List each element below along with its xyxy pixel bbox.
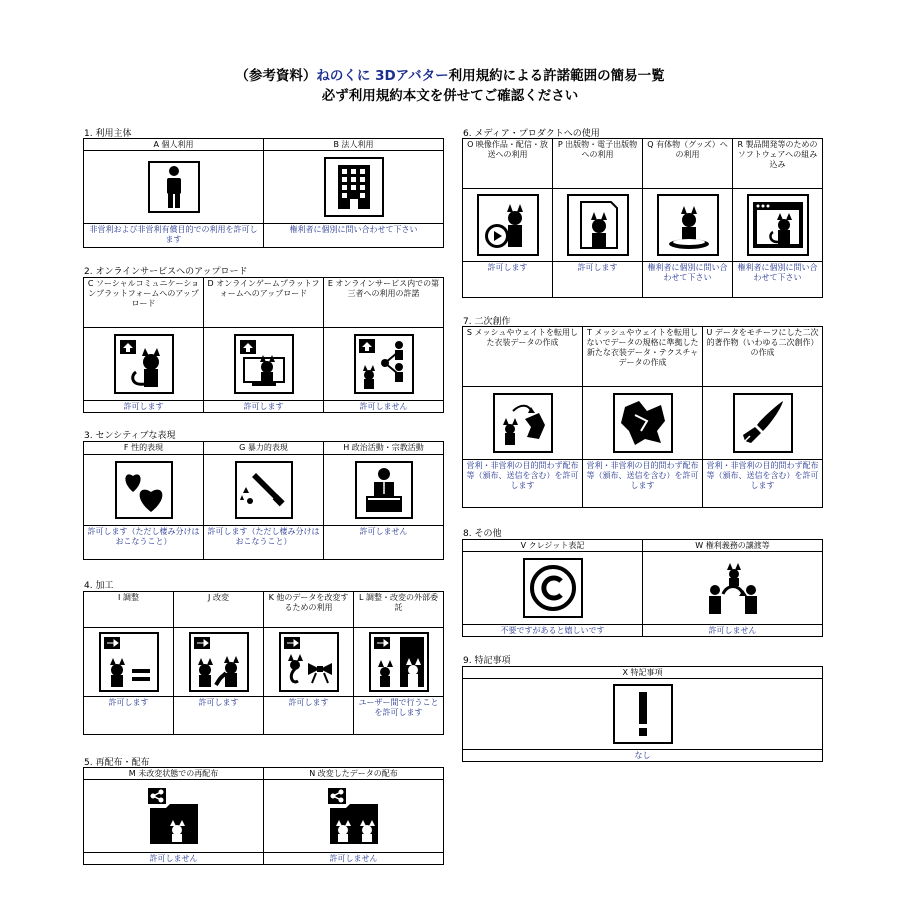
mesh-transfer-icon <box>493 393 553 453</box>
section-7-label: 7. 二次創作 <box>463 317 511 327</box>
video-icon <box>477 194 539 256</box>
header-b: B 法人利用 <box>333 140 374 149</box>
header-i: I 調整 <box>118 593 139 602</box>
header-o: O 映像作品・配信・放送への利用 <box>467 140 548 159</box>
header-r: R 製品開発等のためのソフトウェアへの組み込み <box>737 140 818 169</box>
result-p: 許可します <box>577 263 618 272</box>
outsourcing-icon <box>369 632 429 692</box>
result-c: 許可します <box>123 402 164 411</box>
section-9-label: 9. 特記事項 <box>463 656 511 666</box>
result-r: 権利者に個別に問い合わせて下さい <box>737 263 818 282</box>
header-c: C ソーシャルコミュニケーションプラットフォームへのアップロード <box>87 279 200 308</box>
exclamation-icon <box>613 684 673 744</box>
header-q: Q 有体物（グッズ）への利用 <box>647 140 728 159</box>
section-6-label: 6. メディア・プロダクトへの使用 <box>463 129 600 139</box>
section-8-table <box>462 539 823 637</box>
section-9-table <box>462 666 823 762</box>
header-h: H 政治活動・宗教活動 <box>343 443 424 452</box>
header-g: G 暴力的表現 <box>239 443 288 452</box>
section-6-table <box>462 138 823 298</box>
merchandise-icon <box>657 194 719 256</box>
result-h: 許可しません <box>359 527 408 536</box>
section-5-label: 5. 再配布・配布 <box>84 758 150 768</box>
header-m: M 未改変状態での再配布 <box>128 769 219 778</box>
result-o: 許可します <box>487 263 528 272</box>
section-4-table <box>83 591 444 735</box>
result-e: 許可しません <box>359 402 408 411</box>
header-j: J 改変 <box>208 593 229 602</box>
result-j: 許可します <box>198 698 239 707</box>
person-icon <box>148 161 200 213</box>
distribute-modified-icon <box>324 786 384 846</box>
result-g: 許可します（ただし棲み分けはおこなうこと） <box>207 527 320 546</box>
header-v: V クレジット表記 <box>520 541 585 550</box>
result-x: なし <box>634 751 651 760</box>
page-title: （参考資料）ねのくに 3Dアバター利用規約による許諾範囲の簡易一覧 <box>235 68 665 84</box>
header-w: W 権利義務の譲渡等 <box>695 541 770 550</box>
header-x: X 特記事項 <box>622 668 663 677</box>
transfer-rights-icon <box>703 558 763 618</box>
result-b: 権利者に個別に問い合わせて下さい <box>289 225 418 234</box>
header-f: F 性的表現 <box>123 443 164 452</box>
share-third-party-icon <box>354 334 414 394</box>
brand-name: ねのくに 3Dアバター <box>316 68 449 84</box>
section-2-table <box>83 277 444 413</box>
result-v: 不要ですがあると嬉しいです <box>500 626 605 635</box>
office-building-icon <box>324 157 384 217</box>
result-d: 許可します <box>243 402 284 411</box>
section-2-label: 2. オンラインサービスへのアップロード <box>84 267 248 277</box>
publication-icon <box>567 194 629 256</box>
header-n: N 改変したデータの配布 <box>309 769 398 778</box>
cloth-icon <box>613 393 673 453</box>
header-d: D オンラインゲームプラットフォームへのアップロード <box>207 279 320 298</box>
header-k: K 他のデータを改変するための利用 <box>268 593 349 612</box>
header-a: A 個人利用 <box>153 140 194 149</box>
pen-nib-icon <box>733 393 793 453</box>
section-5-table <box>83 767 444 865</box>
result-w: 許可しません <box>708 626 757 635</box>
copyright-icon <box>523 558 583 618</box>
header-s: S メッシュやウェイトを転用した衣装データの作成 <box>466 328 579 347</box>
modify-icon <box>189 632 249 692</box>
header-e: E オンラインサービス内での第三者への利用の許諾 <box>327 279 440 298</box>
redistribute-icon <box>144 786 204 846</box>
header-u: U データをモチーフにした二次的著作物（いわゆる二次創作）の作成 <box>706 328 819 357</box>
result-f: 許可します（ただし棲み分けはおこなうこと） <box>87 527 200 546</box>
adjust-icon <box>99 632 159 692</box>
section-3-label: 3. センシティブな表現 <box>84 431 176 441</box>
section-1-label: 1. 利用主体 <box>84 129 132 139</box>
speaker-podium-icon <box>355 461 413 519</box>
header-p: P 出版物・電子出版物への利用 <box>557 140 638 159</box>
result-i: 許可します <box>108 698 149 707</box>
header-l: L 調整・改変の外部委託 <box>359 593 438 612</box>
result-t: 営利・非営利の目的問わず配布等（頒布、送信を含む）を許可します <box>586 461 699 490</box>
result-m: 許可しません <box>149 854 198 863</box>
header-t: T メッシュやウェイトを転用しないでデータの規格に準拠した新たな衣装データ・テクスチャデータの作成 <box>586 328 699 367</box>
use-for-other-data-icon <box>279 632 339 692</box>
section-4-label: 4. 加工 <box>84 581 114 591</box>
page-subtitle: 必ず利用規約本文を併せてご確認ください <box>321 88 579 104</box>
software-window-icon <box>747 194 809 256</box>
result-u: 営利・非営利の目的問わず配布等（頒布、送信を含む）を許可します <box>706 461 819 490</box>
result-k: 許可します <box>288 698 329 707</box>
section-3-table <box>83 441 444 560</box>
bloody-knife-icon <box>235 461 293 519</box>
upload-game-icon <box>234 334 294 394</box>
section-7-table <box>462 326 823 508</box>
hearts-icon <box>115 461 173 519</box>
result-q: 権利者に個別に問い合わせて下さい <box>647 263 728 282</box>
result-s: 営利・非営利の目的問わず配布等（頒布、送信を含む）を許可します <box>466 461 579 490</box>
upload-social-icon <box>114 334 174 394</box>
result-n: 許可しません <box>329 854 378 863</box>
section-1-table <box>83 138 444 248</box>
result-l: ユーザー間で行うことを許可します <box>358 698 439 717</box>
result-a: 非営利および非営利有償目的での利用を許可します <box>89 225 258 244</box>
section-8-label: 8. その他 <box>463 529 502 539</box>
